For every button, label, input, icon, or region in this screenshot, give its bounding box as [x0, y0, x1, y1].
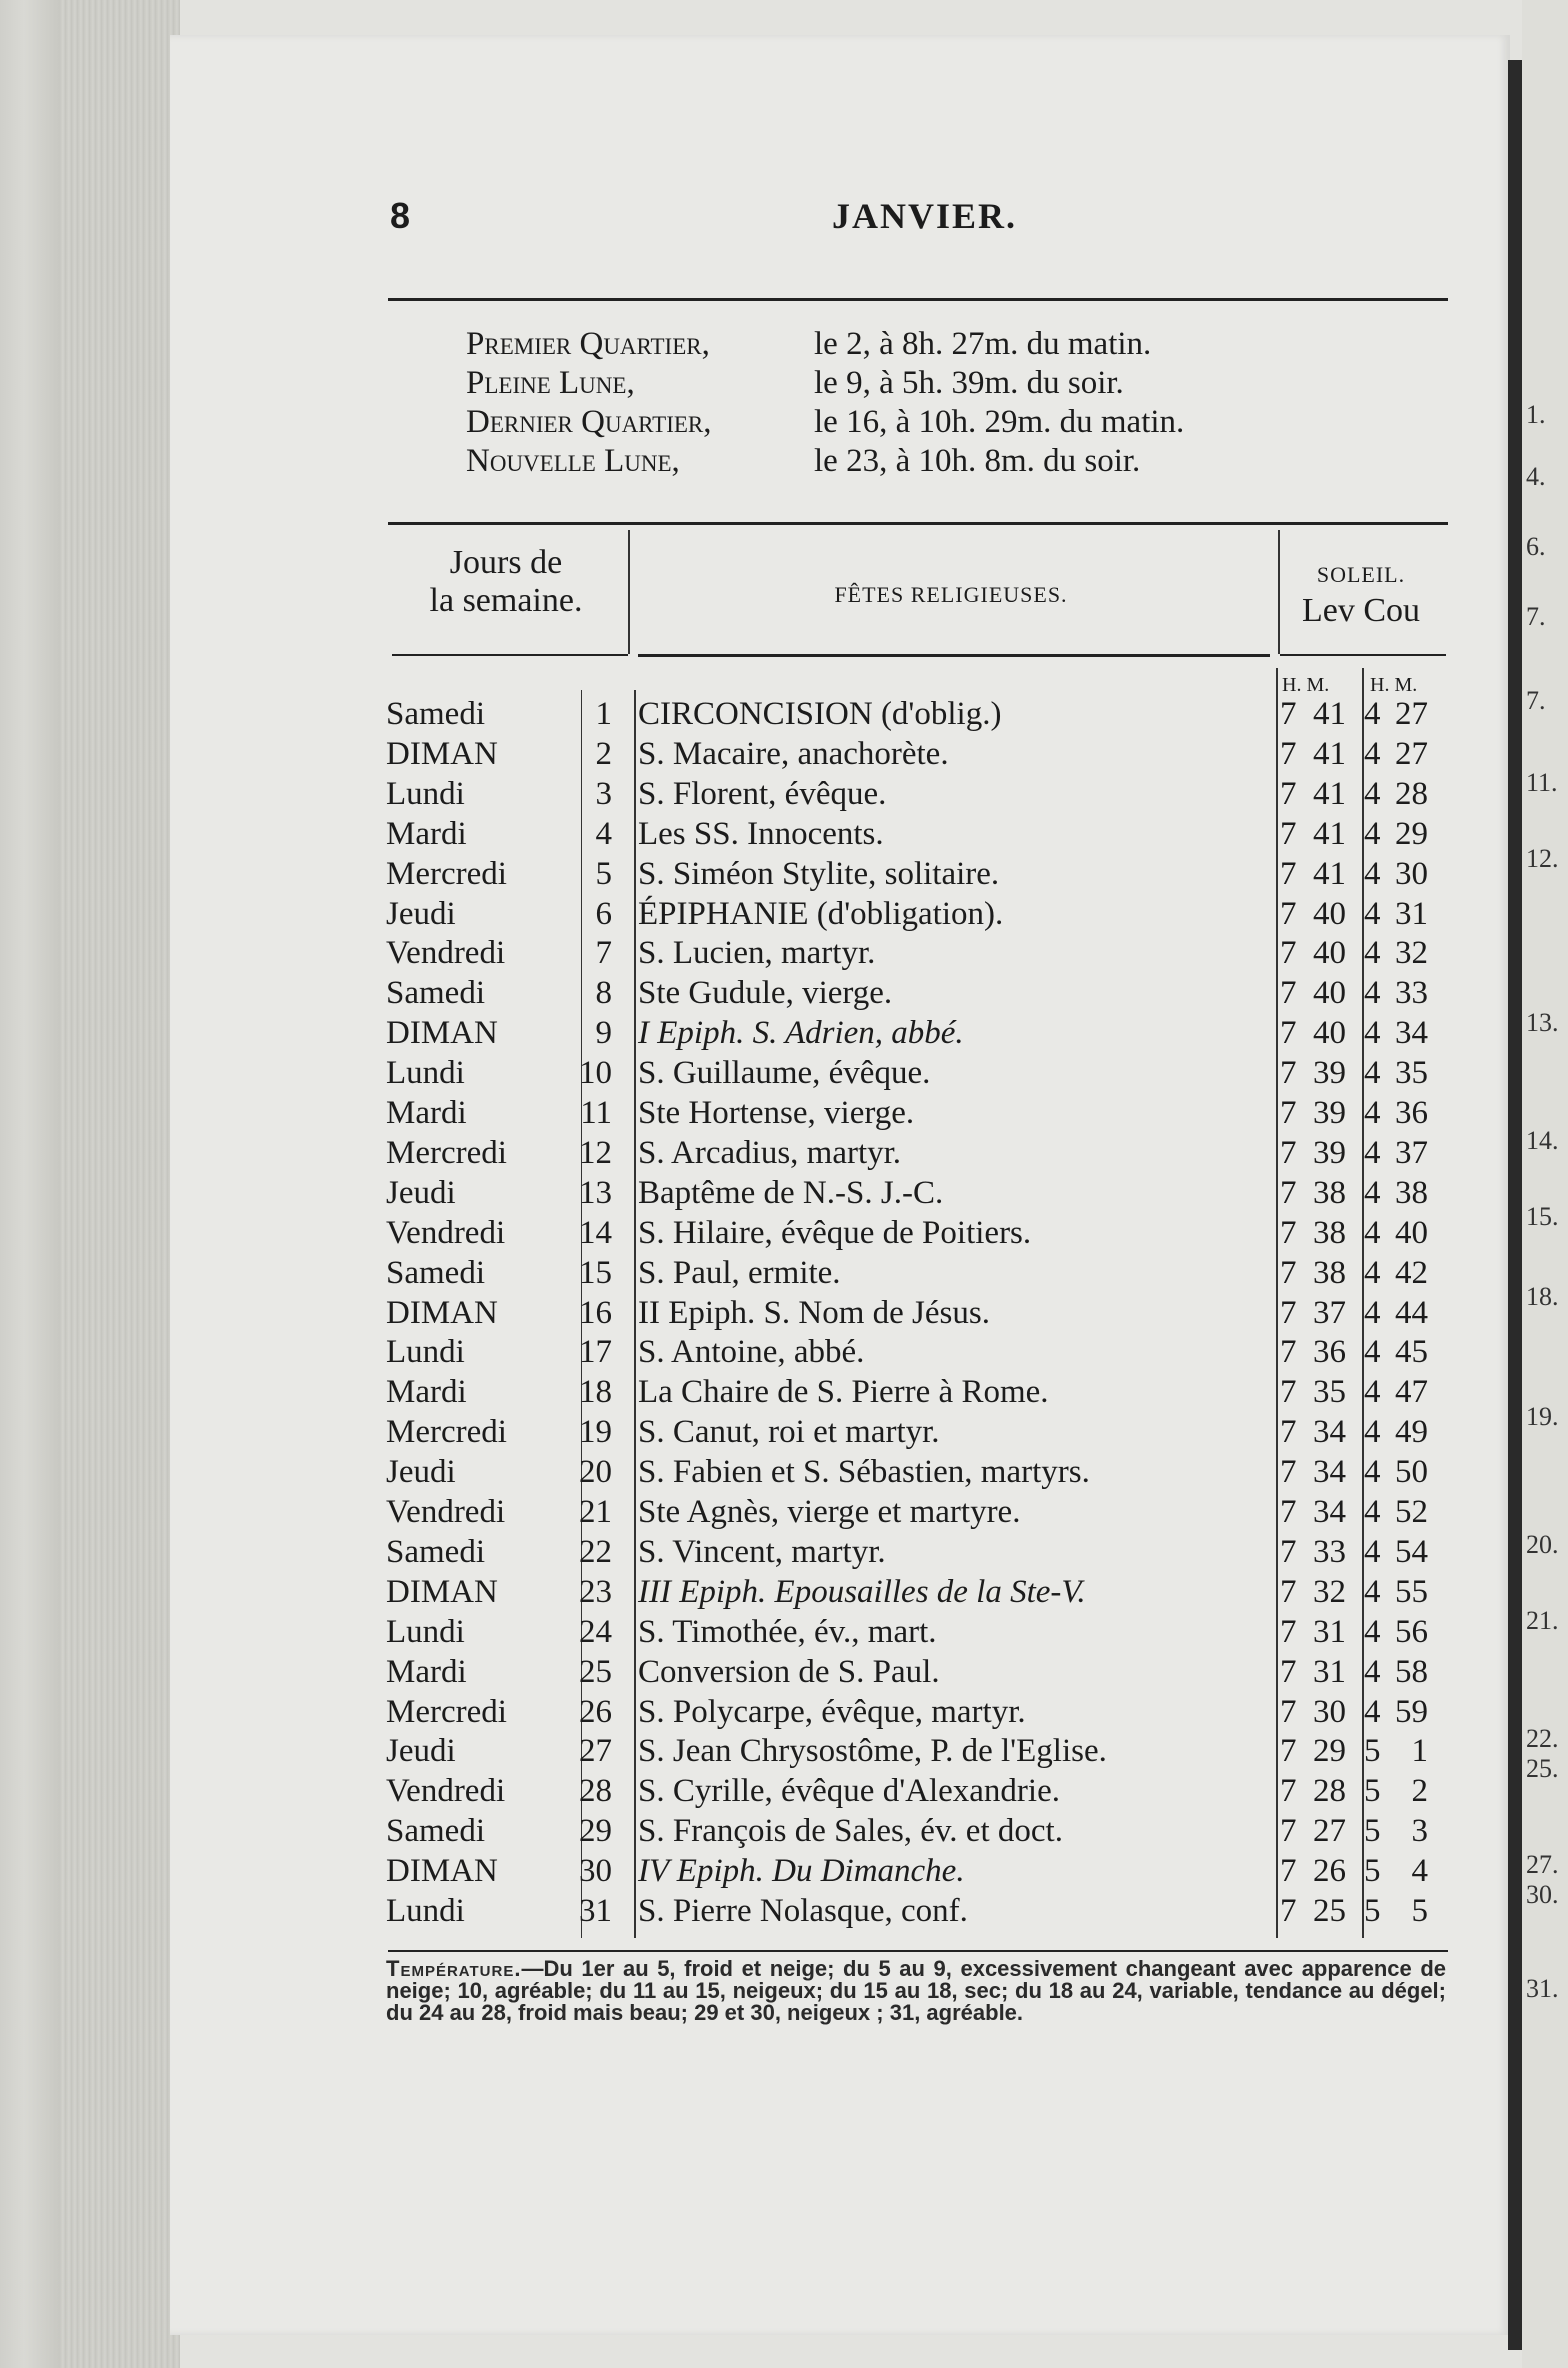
- feast-cell: S. Pierre Nolasque, conf.: [638, 1893, 968, 1929]
- date-cell: 22: [579, 1533, 612, 1570]
- page-title: JANVIER.: [832, 196, 1018, 236]
- adjacent-page-number: 15.: [1526, 1202, 1559, 1231]
- sunset-minute-cell: 59: [1395, 1693, 1428, 1730]
- sunrise-hour-cell: 7: [1280, 1095, 1297, 1131]
- day-cell: Mercredi: [386, 1414, 507, 1451]
- date-cell: 19: [579, 1414, 612, 1451]
- adjacent-page-number: 25.: [1526, 1754, 1559, 1783]
- sunset-minute-cell: 4: [1411, 1853, 1428, 1890]
- sunrise-hour-cell: 7: [1280, 1134, 1297, 1171]
- sunrise-hour-cell: 7: [1280, 1773, 1297, 1810]
- table-top-rule: [388, 522, 1448, 525]
- day-cell: Lundi: [386, 1055, 465, 1092]
- sunset-minute-cell: 29: [1395, 815, 1428, 852]
- adjacent-page-number: 6.: [1526, 532, 1546, 561]
- feast-cell: II Epiph. S. Nom de Jésus.: [638, 1294, 990, 1331]
- date-cell: 30: [579, 1853, 612, 1890]
- page-gutter: [1508, 60, 1522, 2350]
- date-cell: 21: [579, 1494, 612, 1530]
- sunrise-hour-cell: 7: [1280, 1174, 1297, 1211]
- sunrise-hour-cell: 7: [1280, 1454, 1297, 1491]
- sunrise-minute-cell: 38: [1313, 1174, 1346, 1211]
- sunrise-minute-cell: 41: [1313, 775, 1346, 812]
- day-cell: Mercredi: [386, 1693, 507, 1730]
- moon-phase-name: Pleine Lune,: [466, 365, 635, 401]
- date-cell: 12: [579, 1134, 612, 1171]
- day-cell: Samedi: [386, 975, 485, 1012]
- feast-cell: III Epiph. Epousailles de la Ste-V.: [638, 1573, 1086, 1610]
- column-divider-2: [1278, 530, 1280, 654]
- day-cell: Samedi: [386, 1533, 485, 1570]
- sunset-hour-cell: 4: [1364, 1414, 1381, 1451]
- sunrise-minute-cell: 34: [1313, 1454, 1346, 1491]
- feast-cell: S. Timothée, év., mart.: [638, 1613, 937, 1650]
- sunset-minute-cell: 54: [1395, 1533, 1428, 1570]
- sunrise-minute-cell: 26: [1313, 1853, 1346, 1890]
- sunset-minute-cell: 58: [1395, 1653, 1428, 1690]
- column-divider-1: [628, 530, 630, 654]
- day-cell: Mardi: [386, 815, 467, 852]
- sunrise-minute-cell: 32: [1313, 1573, 1346, 1610]
- day-cell: Vendredi: [386, 1494, 506, 1530]
- sunset-hour-cell: 5: [1364, 1853, 1381, 1890]
- sunrise-hour-cell: 7: [1280, 1214, 1297, 1251]
- sunset-hour-cell: 4: [1364, 895, 1381, 932]
- date-cell: 5: [595, 855, 612, 892]
- sunset-hour-cell: 4: [1364, 815, 1381, 852]
- adjacent-page-number: 30.: [1526, 1880, 1559, 1909]
- sunset-hour-cell: 4: [1364, 1613, 1381, 1650]
- day-cell: Lundi: [386, 1334, 465, 1371]
- sunrise-minute-cell: 29: [1313, 1733, 1346, 1770]
- date-cell: 3: [595, 775, 612, 812]
- sunrise-hour-cell: 7: [1280, 1055, 1297, 1092]
- sunset-hour-cell: 4: [1364, 1573, 1381, 1610]
- sunset-minute-cell: 5: [1411, 1893, 1428, 1929]
- sunset-hour-cell: 4: [1364, 735, 1381, 772]
- adjacent-page-number: 21.: [1526, 1606, 1559, 1635]
- sunset-hour-cell: 4: [1364, 1653, 1381, 1690]
- feast-cell: S. Antoine, abbé.: [638, 1334, 865, 1371]
- feast-cell: Ste Agnès, vierge et martyre.: [638, 1494, 1021, 1530]
- day-cell: Mardi: [386, 1653, 467, 1690]
- sunset-minute-cell: 50: [1395, 1454, 1428, 1491]
- sunrise-minute-cell: 28: [1313, 1773, 1346, 1810]
- sunset-minute-cell: 44: [1395, 1294, 1428, 1331]
- header-days-line2: la semaine.: [429, 582, 583, 619]
- date-cell: 23: [579, 1573, 612, 1610]
- sunrise-minute-cell: 38: [1313, 1214, 1346, 1251]
- sunrise-minute-cell: 40: [1313, 975, 1346, 1012]
- book-spine: [60, 0, 180, 2368]
- feast-cell: S. Macaire, anachorète.: [638, 735, 949, 772]
- title-rule: [388, 298, 1448, 301]
- day-cell: DIMAN: [386, 1573, 498, 1610]
- day-cell: DIMAN: [386, 1294, 498, 1331]
- sunrise-hour-cell: 7: [1280, 1374, 1297, 1411]
- day-cell: Jeudi: [386, 895, 456, 932]
- date-cell: 2: [595, 735, 612, 772]
- sunset-hour-cell: 4: [1364, 1095, 1381, 1131]
- day-cell: Jeudi: [386, 1454, 456, 1491]
- moon-phase-name: Nouvelle Lune,: [466, 443, 680, 479]
- day-cell: Vendredi: [386, 935, 506, 972]
- day-cell: Mercredi: [386, 1134, 507, 1171]
- date-cell: 27: [579, 1733, 612, 1770]
- moon-phase-line: [466, 443, 1140, 480]
- sunset-hour-cell: 4: [1364, 1134, 1381, 1171]
- sunrise-hour-cell: 7: [1280, 1733, 1297, 1770]
- sunset-minute-cell: 40: [1395, 1214, 1428, 1251]
- sunrise-hour-cell: 7: [1280, 1294, 1297, 1331]
- header-hm-2: H. M.: [1370, 674, 1418, 696]
- sunrise-minute-cell: 39: [1313, 1134, 1346, 1171]
- date-cell: 28: [579, 1773, 612, 1810]
- day-cell: DIMAN: [386, 735, 498, 772]
- date-cell: 8: [595, 975, 612, 1012]
- feast-cell: Les SS. Innocents.: [638, 815, 884, 852]
- moon-phase-name: Premier Quartier,: [466, 326, 710, 362]
- moon-phase-time: le 2, à 8h. 27m. du matin.: [814, 326, 1152, 362]
- feast-cell: S. Arcadius, martyr.: [638, 1134, 902, 1171]
- sunset-hour-cell: 4: [1364, 1693, 1381, 1730]
- adjacent-page-number: 14.: [1526, 1126, 1559, 1155]
- sunset-minute-cell: 56: [1395, 1613, 1428, 1650]
- header-rule-left: [392, 654, 628, 656]
- feast-cell: S. Siméon Stylite, solitaire.: [638, 855, 1000, 892]
- adjacent-page-number: 18.: [1526, 1282, 1559, 1311]
- feast-cell: S. François de Sales, év. et doct.: [638, 1813, 1063, 1850]
- feast-cell: CIRCONCISION (d'oblig.): [638, 696, 1002, 732]
- date-cell: 7: [595, 935, 612, 972]
- date-cell: 13: [579, 1174, 612, 1211]
- sunset-minute-cell: 1: [1411, 1733, 1428, 1770]
- adjacent-page-number: 27.: [1526, 1850, 1559, 1879]
- sunrise-hour-cell: 7: [1280, 1254, 1297, 1291]
- feast-cell: S. Polycarpe, évêque, martyr.: [638, 1693, 1026, 1730]
- sunset-minute-cell: 37: [1395, 1134, 1428, 1171]
- feast-cell: Baptême de N.-S. J.-C.: [638, 1174, 944, 1211]
- date-cell: 9: [595, 1015, 612, 1052]
- feast-cell: S. Guillaume, évêque.: [638, 1055, 931, 1092]
- sunrise-hour-cell: 7: [1280, 935, 1297, 972]
- day-cell: Mardi: [386, 1095, 467, 1131]
- feast-cell: S. Vincent, martyr.: [638, 1533, 886, 1570]
- sunset-minute-cell: 28: [1395, 775, 1428, 812]
- sunset-hour-cell: 4: [1364, 775, 1381, 812]
- sunrise-minute-cell: 41: [1313, 735, 1346, 772]
- date-cell: 10: [579, 1055, 612, 1092]
- sunrise-minute-cell: 31: [1313, 1653, 1346, 1690]
- sunset-hour-cell: 4: [1364, 1015, 1381, 1052]
- sunrise-hour-cell: 7: [1280, 1893, 1297, 1929]
- sunset-hour-cell: 4: [1364, 1055, 1381, 1092]
- header-hm-1: H. M.: [1282, 674, 1330, 696]
- sunset-hour-cell: 4: [1364, 1334, 1381, 1371]
- sunset-minute-cell: 42: [1395, 1254, 1428, 1291]
- adjacent-page-number: 13.: [1526, 1008, 1559, 1037]
- sunrise-minute-cell: 33: [1313, 1533, 1346, 1570]
- sunset-hour-cell: 5: [1364, 1813, 1381, 1850]
- sunset-minute-cell: 52: [1395, 1494, 1428, 1530]
- sunrise-minute-cell: 38: [1313, 1254, 1346, 1291]
- feast-cell: S. Cyrille, évêque d'Alexandrie.: [638, 1773, 1060, 1810]
- sunset-minute-cell: 3: [1411, 1813, 1428, 1850]
- feast-cell: Ste Hortense, vierge.: [638, 1095, 915, 1131]
- sunrise-hour-cell: 7: [1280, 895, 1297, 932]
- feast-cell: I Epiph. S. Adrien, abbé.: [638, 1015, 964, 1052]
- footer-rule: [388, 1950, 1448, 1952]
- feast-cell: S. Fabien et S. Sébastien, martyrs.: [638, 1454, 1090, 1491]
- page-number: 8: [390, 195, 411, 236]
- sunrise-hour-cell: 7: [1280, 1613, 1297, 1650]
- feast-cell: S. Jean Chrysostôme, P. de l'Eglise.: [638, 1733, 1107, 1770]
- date-cell: 24: [579, 1613, 612, 1650]
- sunrise-hour-cell: 7: [1280, 1414, 1297, 1451]
- moon-phase-name: Dernier Quartier,: [466, 404, 712, 440]
- day-cell: Mardi: [386, 1374, 467, 1411]
- sunrise-hour-cell: 7: [1280, 775, 1297, 812]
- sunrise-minute-cell: 40: [1313, 1015, 1346, 1052]
- adjacent-page-number: 22.: [1526, 1724, 1559, 1753]
- day-cell: Lundi: [386, 775, 465, 812]
- sunset-hour-cell: 4: [1364, 1533, 1381, 1570]
- sunset-minute-cell: 38: [1395, 1174, 1428, 1211]
- sunset-hour-cell: 4: [1364, 1254, 1381, 1291]
- feast-cell: S. Hilaire, évêque de Poitiers.: [638, 1214, 1032, 1251]
- sunrise-hour-cell: 7: [1280, 1693, 1297, 1730]
- sunrise-minute-cell: 40: [1313, 935, 1346, 972]
- sunset-minute-cell: 36: [1395, 1095, 1428, 1131]
- day-cell: Lundi: [386, 1613, 465, 1650]
- sunset-minute-cell: 34: [1395, 1015, 1428, 1052]
- header-lev-cou: Lev Cou: [1301, 592, 1421, 629]
- moon-phase-time: le 16, à 10h. 29m. du matin.: [814, 404, 1185, 440]
- date-cell: 15: [579, 1254, 612, 1291]
- sunset-minute-cell: 55: [1395, 1573, 1428, 1610]
- sunrise-minute-cell: 41: [1313, 855, 1346, 892]
- sunrise-minute-cell: 34: [1313, 1414, 1346, 1451]
- date-cell: 6: [595, 895, 612, 932]
- moon-phase-line: [466, 365, 1124, 402]
- adjacent-page-number: 12.: [1526, 844, 1559, 873]
- sunset-minute-cell: 27: [1395, 696, 1428, 732]
- sunset-minute-cell: 35: [1395, 1055, 1428, 1092]
- sunrise-minute-cell: 27: [1313, 1813, 1346, 1850]
- sunrise-hour-cell: 7: [1280, 1653, 1297, 1690]
- date-cell: 1: [595, 696, 612, 732]
- day-cell: Mercredi: [386, 855, 507, 892]
- sunrise-hour-cell: 7: [1280, 1334, 1297, 1371]
- sunset-hour-cell: 4: [1364, 1294, 1381, 1331]
- sunset-minute-cell: 30: [1395, 855, 1428, 892]
- sunrise-hour-cell: 7: [1280, 815, 1297, 852]
- date-cell: 25: [579, 1653, 612, 1690]
- feast-cell: S. Canut, roi et martyr.: [638, 1414, 940, 1451]
- sunset-minute-cell: 32: [1395, 935, 1428, 972]
- date-cell: 11: [580, 1095, 612, 1131]
- sunrise-hour-cell: 7: [1280, 1813, 1297, 1850]
- sunrise-hour-cell: 7: [1280, 1533, 1297, 1570]
- sunrise-hour-cell: 7: [1280, 855, 1297, 892]
- sunset-hour-cell: 4: [1364, 975, 1381, 1012]
- temperature-label: Température.: [386, 1956, 522, 1981]
- adjacent-page-number: 7.: [1526, 686, 1546, 715]
- date-cell: 4: [595, 815, 612, 852]
- date-cell: 14: [579, 1214, 612, 1251]
- feast-cell: Ste Gudule, vierge.: [638, 975, 893, 1012]
- sunset-hour-cell: 5: [1364, 1773, 1381, 1810]
- sunset-minute-cell: 31: [1395, 895, 1428, 932]
- table-divider-fete: [634, 690, 636, 1938]
- sunset-minute-cell: 45: [1395, 1334, 1428, 1371]
- feast-cell: IV Epiph. Du Dimanche.: [638, 1853, 965, 1890]
- date-cell: 16: [579, 1294, 612, 1331]
- date-cell: 17: [579, 1334, 612, 1371]
- feast-cell: ÉPIPHANIE (d'obligation).: [638, 895, 1004, 932]
- sunset-minute-cell: 49: [1395, 1414, 1428, 1451]
- sunrise-minute-cell: 31: [1313, 1613, 1346, 1650]
- adjacent-page-number: 20.: [1526, 1530, 1559, 1559]
- sunrise-hour-cell: 7: [1280, 696, 1297, 732]
- sunrise-minute-cell: 25: [1313, 1893, 1346, 1929]
- sunrise-minute-cell: 30: [1313, 1693, 1346, 1730]
- adjacent-page-number: 11.: [1526, 768, 1558, 797]
- sunrise-minute-cell: 39: [1313, 1055, 1346, 1092]
- adjacent-page-number: 4.: [1526, 462, 1546, 491]
- sunset-minute-cell: 2: [1411, 1773, 1428, 1810]
- adjacent-page-number: 19.: [1526, 1402, 1559, 1431]
- moon-phase-time: le 23, à 10h. 8m. du soir.: [814, 443, 1141, 479]
- day-cell: Samedi: [386, 696, 485, 732]
- sunset-hour-cell: 4: [1364, 935, 1381, 972]
- sunrise-hour-cell: 7: [1280, 1573, 1297, 1610]
- temperature-note: [386, 1958, 1446, 2024]
- sunset-minute-cell: 33: [1395, 975, 1428, 1012]
- header-rule-middle: [638, 654, 1270, 657]
- feast-cell: S. Lucien, martyr.: [638, 935, 876, 972]
- sunrise-hour-cell: 7: [1280, 735, 1297, 772]
- temperature-text: —Du 1er au 5, froid et neige; du 5 au 9, excessivement changeant avec apparence de neige; 10, agréable; du 11 au 15, neigeux; du 15 au 18, sec; du 18 au 24, variable, tendance au dégel; du 24 au 28, froid mais beau; 29 et 30, neigeux ; 31, agréable.: [386, 1956, 1446, 2025]
- sunset-hour-cell: 4: [1364, 1494, 1381, 1530]
- sunrise-minute-cell: 41: [1313, 815, 1346, 852]
- sunrise-hour-cell: 7: [1280, 975, 1297, 1012]
- date-cell: 20: [579, 1454, 612, 1491]
- sunrise-hour-cell: 7: [1280, 1853, 1297, 1890]
- sunrise-minute-cell: 34: [1313, 1494, 1346, 1530]
- sunrise-minute-cell: 37: [1313, 1294, 1346, 1331]
- adjacent-page-number: 1.: [1526, 400, 1546, 429]
- sunrise-hour-cell: 7: [1280, 1015, 1297, 1052]
- sunrise-minute-cell: 40: [1313, 895, 1346, 932]
- sunset-hour-cell: 4: [1364, 1174, 1381, 1211]
- sunset-hour-cell: 5: [1364, 1733, 1381, 1770]
- header-days: [386, 544, 626, 620]
- day-cell: Jeudi: [386, 1733, 456, 1770]
- sunset-hour-cell: 4: [1364, 696, 1381, 732]
- moon-phase-time: le 9, à 5h. 39m. du soir.: [814, 365, 1124, 401]
- feast-cell: S. Paul, ermite.: [638, 1254, 841, 1291]
- sunset-hour-cell: 4: [1364, 855, 1381, 892]
- table-divider-lev: [1276, 668, 1278, 1938]
- header-fetes: FÊTES RELIGIEUSES.: [834, 582, 1068, 607]
- adjacent-page: [1522, 0, 1568, 2368]
- date-cell: 31: [579, 1893, 612, 1929]
- sunset-hour-cell: 5: [1364, 1893, 1381, 1929]
- header-days-line1: Jours de: [449, 544, 563, 581]
- day-cell: Samedi: [386, 1813, 485, 1850]
- sunset-hour-cell: 4: [1364, 1214, 1381, 1251]
- date-cell: 18: [579, 1374, 612, 1411]
- sunrise-minute-cell: 35: [1313, 1374, 1346, 1411]
- day-cell: Vendredi: [386, 1214, 506, 1251]
- feast-cell: S. Florent, évêque.: [638, 775, 887, 812]
- adjacent-page-number: 31.: [1526, 1974, 1559, 2003]
- sunrise-hour-cell: 7: [1280, 1494, 1297, 1530]
- sunrise-minute-cell: 36: [1313, 1334, 1346, 1371]
- moon-phase-line: [466, 326, 1151, 363]
- sunset-minute-cell: 47: [1395, 1374, 1428, 1411]
- moon-phase-line: [466, 404, 1184, 441]
- sunset-minute-cell: 27: [1395, 735, 1428, 772]
- day-cell: DIMAN: [386, 1853, 498, 1890]
- date-cell: 26: [579, 1693, 612, 1730]
- feast-cell: La Chaire de S. Pierre à Rome.: [638, 1374, 1049, 1411]
- date-cell: 29: [579, 1813, 612, 1850]
- day-cell: Lundi: [386, 1893, 465, 1929]
- day-cell: Samedi: [386, 1254, 485, 1291]
- book-edge-left: [0, 0, 60, 2368]
- sunset-hour-cell: 4: [1364, 1374, 1381, 1411]
- sunrise-minute-cell: 39: [1313, 1095, 1346, 1131]
- sunset-hour-cell: 4: [1364, 1454, 1381, 1491]
- feast-cell: Conversion de S. Paul.: [638, 1653, 940, 1690]
- day-cell: Jeudi: [386, 1174, 456, 1211]
- header-rule-right: [1280, 654, 1446, 656]
- header-soleil: SOLEIL.: [1316, 562, 1406, 587]
- sunrise-minute-cell: 41: [1313, 696, 1346, 732]
- day-cell: Vendredi: [386, 1773, 506, 1810]
- adjacent-page-number: 7.: [1526, 602, 1546, 631]
- day-cell: DIMAN: [386, 1015, 498, 1052]
